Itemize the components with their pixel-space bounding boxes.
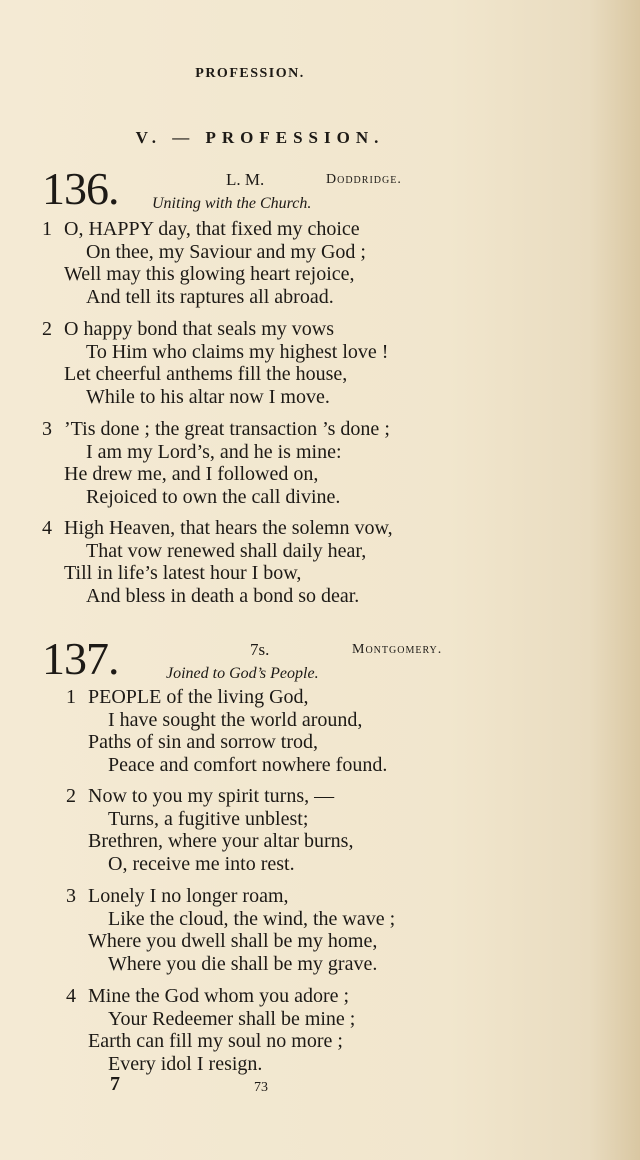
stanza-2 bbox=[42, 318, 388, 408]
verse-line: And tell its raptures all abroad. bbox=[86, 285, 334, 308]
verse-line: O happy bond that seals my vows bbox=[64, 318, 334, 340]
verse-line: Now to you my spirit turns, — bbox=[88, 785, 335, 807]
stanza-3 bbox=[42, 418, 390, 508]
verse-line: PEOPLE of the living God, bbox=[88, 686, 309, 708]
stanza-4 bbox=[66, 985, 355, 1075]
stanza-number: 4 bbox=[42, 517, 52, 539]
stanza-number: 1 bbox=[66, 686, 76, 708]
verse-line: Turns, a fugitive unblest; bbox=[108, 807, 309, 830]
hymn-number: 137. bbox=[42, 633, 119, 684]
verse-line: Let cheerful anthems fill the house, bbox=[64, 363, 348, 385]
stanza-1 bbox=[42, 218, 366, 308]
verse-line: O, receive me into rest. bbox=[108, 852, 295, 875]
stanza-number: 3 bbox=[42, 418, 52, 440]
verse-line: I am my Lord’s, and he is mine: bbox=[86, 440, 342, 463]
verse-line: Where you dwell shall be my home, bbox=[88, 930, 378, 952]
verse-line: I have sought the world around, bbox=[108, 708, 363, 731]
hymn-subtitle: Uniting with the Church. bbox=[152, 195, 312, 212]
stanza-number: 1 bbox=[42, 218, 52, 240]
verse-line: Paths of sin and sorrow trod, bbox=[88, 731, 318, 753]
stanza-1 bbox=[66, 686, 387, 776]
verse-line: Earth can fill my soul no more ; bbox=[88, 1030, 343, 1052]
verse-line: Peace and comfort nowhere found. bbox=[108, 753, 388, 776]
signature-mark: 7 bbox=[110, 1073, 120, 1095]
hymn-subtitle: Joined to God’s People. bbox=[166, 665, 319, 682]
running-head: PROFESSION. bbox=[195, 66, 305, 81]
stanza-2 bbox=[66, 785, 353, 875]
verse-line: He drew me, and I followed on, bbox=[64, 463, 319, 485]
verse-line: High Heaven, that hears the solemn vow, bbox=[64, 517, 393, 539]
verse-line: That vow renewed shall daily hear, bbox=[86, 539, 367, 562]
verse-line: Like the cloud, the wind, the wave ; bbox=[108, 907, 396, 930]
verse-line: Brethren, where your altar burns, bbox=[88, 830, 354, 852]
verse-line: While to his altar now I move. bbox=[86, 385, 330, 408]
stanza-number: 3 bbox=[66, 885, 76, 907]
verse-line: Your Redeemer shall be mine ; bbox=[108, 1007, 356, 1030]
stanza-3 bbox=[66, 885, 395, 975]
hymn-meter: 7s. bbox=[250, 640, 270, 659]
verse-line: O, HAPPY day, that fixed my choice bbox=[64, 218, 360, 240]
stanza-number: 2 bbox=[66, 785, 76, 807]
verse-line: On thee, my Saviour and my God ; bbox=[86, 240, 366, 263]
verse-line: ’Tis done ; the great transaction ’s done ; bbox=[64, 418, 390, 440]
verse-line: Till in life’s latest hour I bow, bbox=[64, 562, 302, 584]
hymn-author: Montgomery. bbox=[352, 642, 443, 657]
verse-line: And bless in death a bond so dear. bbox=[86, 584, 360, 607]
verse-line: Mine the God whom you adore ; bbox=[88, 985, 350, 1007]
verse-line: Well may this glowing heart rejoice, bbox=[64, 263, 355, 285]
stanza-number: 4 bbox=[66, 985, 76, 1007]
verse-line: Where you die shall be my grave. bbox=[108, 952, 378, 975]
verse-line: Rejoiced to own the call divine. bbox=[86, 485, 341, 508]
page-number: 73 bbox=[254, 1080, 268, 1095]
stanza-number: 2 bbox=[42, 318, 52, 340]
verse-line: Every idol I resign. bbox=[108, 1052, 263, 1075]
stanza-4 bbox=[42, 517, 393, 607]
hymn-number: 136. bbox=[42, 163, 119, 214]
section-heading: V. — PROFESSION. bbox=[135, 128, 385, 147]
verse-line: To Him who claims my highest love ! bbox=[86, 340, 389, 363]
verse-line: Lonely I no longer roam, bbox=[88, 885, 289, 907]
hymn-meter: L. M. bbox=[226, 170, 265, 189]
hymn-author: Doddridge. bbox=[326, 172, 402, 187]
